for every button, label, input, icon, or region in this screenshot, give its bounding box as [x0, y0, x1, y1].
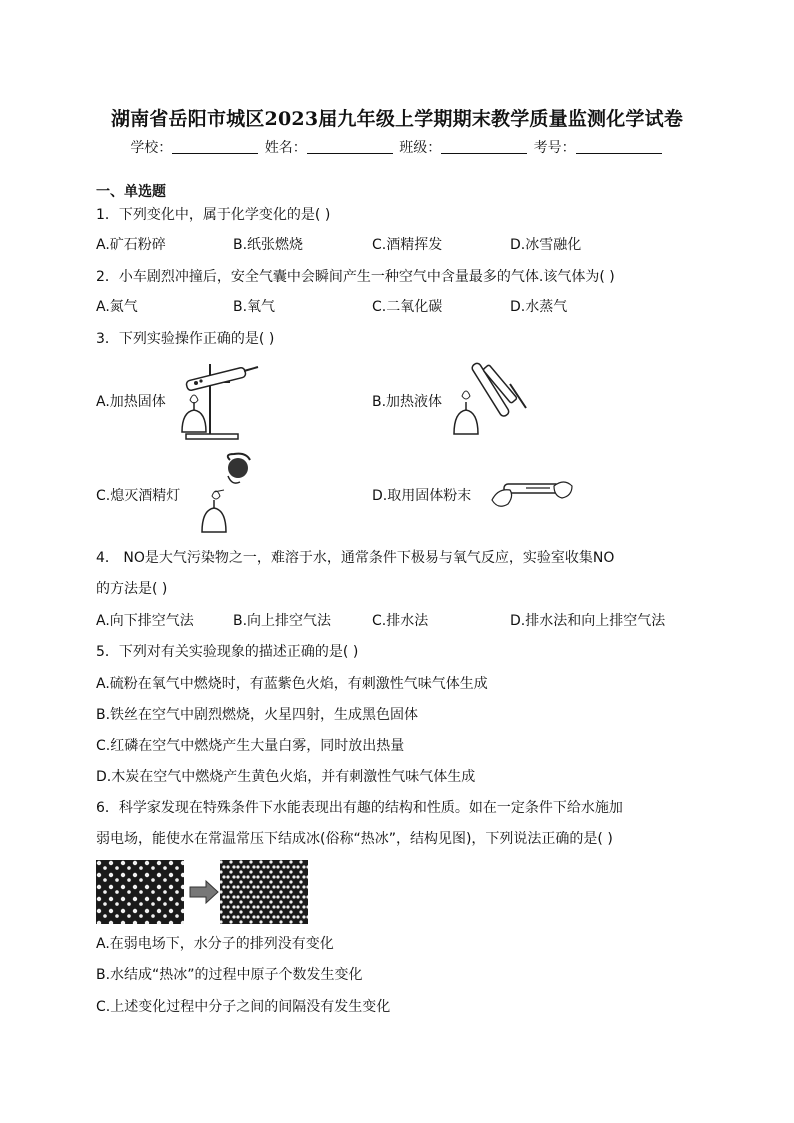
question-3-stem: 3．下列实验操作正确的是( )	[96, 331, 275, 347]
hot-ice-structure	[220, 860, 308, 924]
question-4-stem-line2: 的方法是( )	[96, 581, 168, 597]
q6-option-b: B.水结成“热冰”的过程中原子个数发生变化	[96, 967, 363, 983]
q2-option-c: C.二氧化碳	[372, 299, 443, 315]
question-2-stem: 2．小车剧烈冲撞后，安全气囊中会瞬间产生一种空气中含量最多的气体.该气体为( )	[96, 269, 615, 285]
school-label: 学校：	[130, 140, 173, 156]
q5-option-a: A.硫粉在氧气中燃烧时，有蓝紫色火焰，有刺激性气味气体生成	[96, 676, 488, 692]
class-blank[interactable]	[441, 139, 527, 154]
q4-option-c: C.排水法	[372, 613, 429, 629]
arrow-right-icon	[190, 881, 218, 903]
name-label: 姓名：	[264, 140, 307, 156]
q3-option-c: C.熄灭酒精灯	[96, 488, 181, 504]
q2-option-d: D.水蒸气	[510, 299, 568, 315]
hot-ice-structure-figure	[96, 860, 308, 924]
q3-option-a: A.加热固体	[96, 394, 166, 410]
section-heading: 一、单选题	[96, 184, 166, 200]
take-powder-icon	[488, 470, 574, 514]
q3-option-d: D.取用固体粉末	[372, 488, 472, 504]
q6-option-c: C.上述变化过程中分子之间的间隔没有发生变化	[96, 999, 391, 1015]
q4-option-d: D.排水法和向上排空气法	[510, 613, 666, 629]
name-blank[interactable]	[307, 139, 393, 154]
q3-option-b: B.加热液体	[372, 394, 443, 410]
q4-option-b: B.向上排空气法	[233, 613, 332, 629]
liquid-water-structure	[96, 860, 184, 924]
blow-out-lamp-icon	[194, 452, 260, 536]
q5-option-c: C.红磷在空气中燃烧产生大量白雾，同时放出热量	[96, 738, 405, 754]
q6-option-a: A.在弱电场下，水分子的排列没有变化	[96, 936, 334, 952]
heating-liquid-apparatus-icon	[452, 356, 532, 440]
q1-option-c: C.酒精挥发	[372, 237, 443, 253]
q1-option-a: A.矿石粉碎	[96, 237, 166, 253]
q1-option-b: B.纸张燃烧	[233, 237, 304, 253]
student-info-row	[0, 137, 794, 157]
q5-option-d: D.木炭在空气中燃烧产生黄色火焰，并有刺激性气味气体生成	[96, 769, 476, 785]
question-5-stem: 5．下列对有关实验现象的描述正确的是( )	[96, 644, 359, 660]
question-4-stem-line1: 4． NO是大气污染物之一，难溶于水，通常条件下极易与氧气反应，实验室收集NO	[96, 550, 615, 566]
class-label: 班级：	[399, 140, 442, 156]
question-1-stem: 1．下列变化中，属于化学变化的是( )	[96, 207, 331, 223]
q2-option-b: B.氧气	[233, 299, 276, 315]
school-blank[interactable]	[172, 139, 258, 154]
page-title: 湖南省岳阳市城区2023届九年级上学期期末教学质量监测化学试卷	[110, 108, 684, 130]
q2-option-a: A.氮气	[96, 299, 138, 315]
question-6-stem-line1: 6．科学家发现在特殊条件下水能表现出有趣的结构和性质。如在一定条件下给水施加	[96, 800, 623, 816]
q4-option-a: A.向下排空气法	[96, 613, 194, 629]
number-blank[interactable]	[576, 139, 662, 154]
q5-option-b: B.铁丝在空气中剧烈燃烧，火星四射，生成黑色固体	[96, 707, 419, 723]
number-label: 考号：	[533, 140, 576, 156]
q1-option-d: D.冰雪融化	[510, 237, 582, 253]
heating-solid-apparatus-icon	[172, 360, 262, 442]
question-6-stem-line2: 弱电场，能使水在常温常压下结成冰(俗称“热冰”，结构见图)，下列说法正确的是( )	[96, 831, 613, 847]
